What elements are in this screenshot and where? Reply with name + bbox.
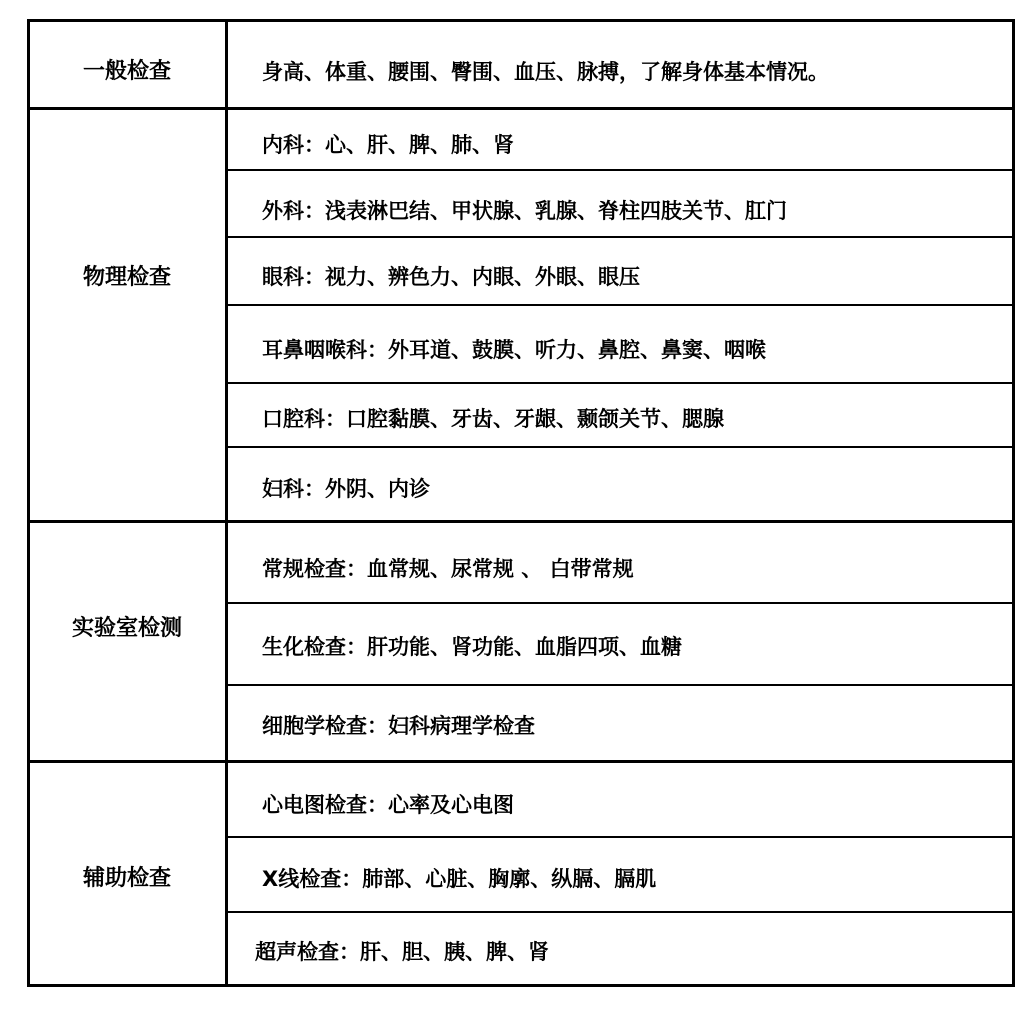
row-separator [227, 382, 1015, 384]
item-ent: 耳鼻咽喉科：外耳道、鼓膜、听力、鼻腔、鼻窦、咽喉 [262, 338, 766, 362]
item-stomatology: 口腔科：口腔黏膜、牙齿、牙龈、颞颌关节、腮腺 [262, 407, 724, 431]
category-general: 一般检查 [82, 59, 172, 84]
item-gynecology: 妇科：外阴、内诊 [262, 477, 430, 501]
item-routine-tests: 常规检查：血常规、尿常规 、 白带常规 [262, 557, 634, 581]
column-divider [225, 19, 228, 987]
item-surgery: 外科：浅表淋巴结、甲状腺、乳腺、脊柱四肢关节、肛门 [262, 199, 787, 223]
item-ecg: 心电图检查：心率及心电图 [262, 793, 514, 817]
item-xray: X线检查：肺部、心脏、胸廓、纵膈、膈肌 [262, 867, 657, 891]
group-separator [27, 107, 1015, 110]
row-separator [227, 304, 1015, 306]
category-auxiliary: 辅助检查 [82, 866, 172, 891]
row-separator [227, 684, 1015, 686]
item-cytology: 细胞学检查：妇科病理学检查 [262, 714, 535, 738]
row-separator [227, 446, 1015, 448]
table-border-bottom [27, 984, 1015, 987]
row-separator [227, 911, 1015, 913]
row-separator [227, 169, 1015, 171]
table-border-top [27, 19, 1015, 22]
item-general-basic: 身高、体重、腰围、臀围、血压、脉搏，了解身体基本情况。 [262, 60, 829, 84]
table-border-right [1012, 19, 1015, 987]
category-laboratory: 实验室检测 [71, 616, 183, 641]
group-separator [27, 520, 1015, 523]
item-biochemistry: 生化检查：肝功能、肾功能、血脂四项、血糖 [262, 635, 682, 659]
row-separator [227, 236, 1015, 238]
category-physical: 物理检查 [82, 265, 172, 290]
row-separator [227, 602, 1015, 604]
item-internal-medicine: 内科：心、肝、脾、肺、肾 [262, 133, 514, 157]
table-border-left [27, 19, 30, 987]
item-ophthalmology: 眼科：视力、辨色力、内眼、外眼、眼压 [262, 265, 640, 289]
item-ultrasound: 超声检查：肝、胆、胰、脾、肾 [255, 940, 549, 964]
group-separator [27, 760, 1015, 763]
row-separator [227, 836, 1015, 838]
